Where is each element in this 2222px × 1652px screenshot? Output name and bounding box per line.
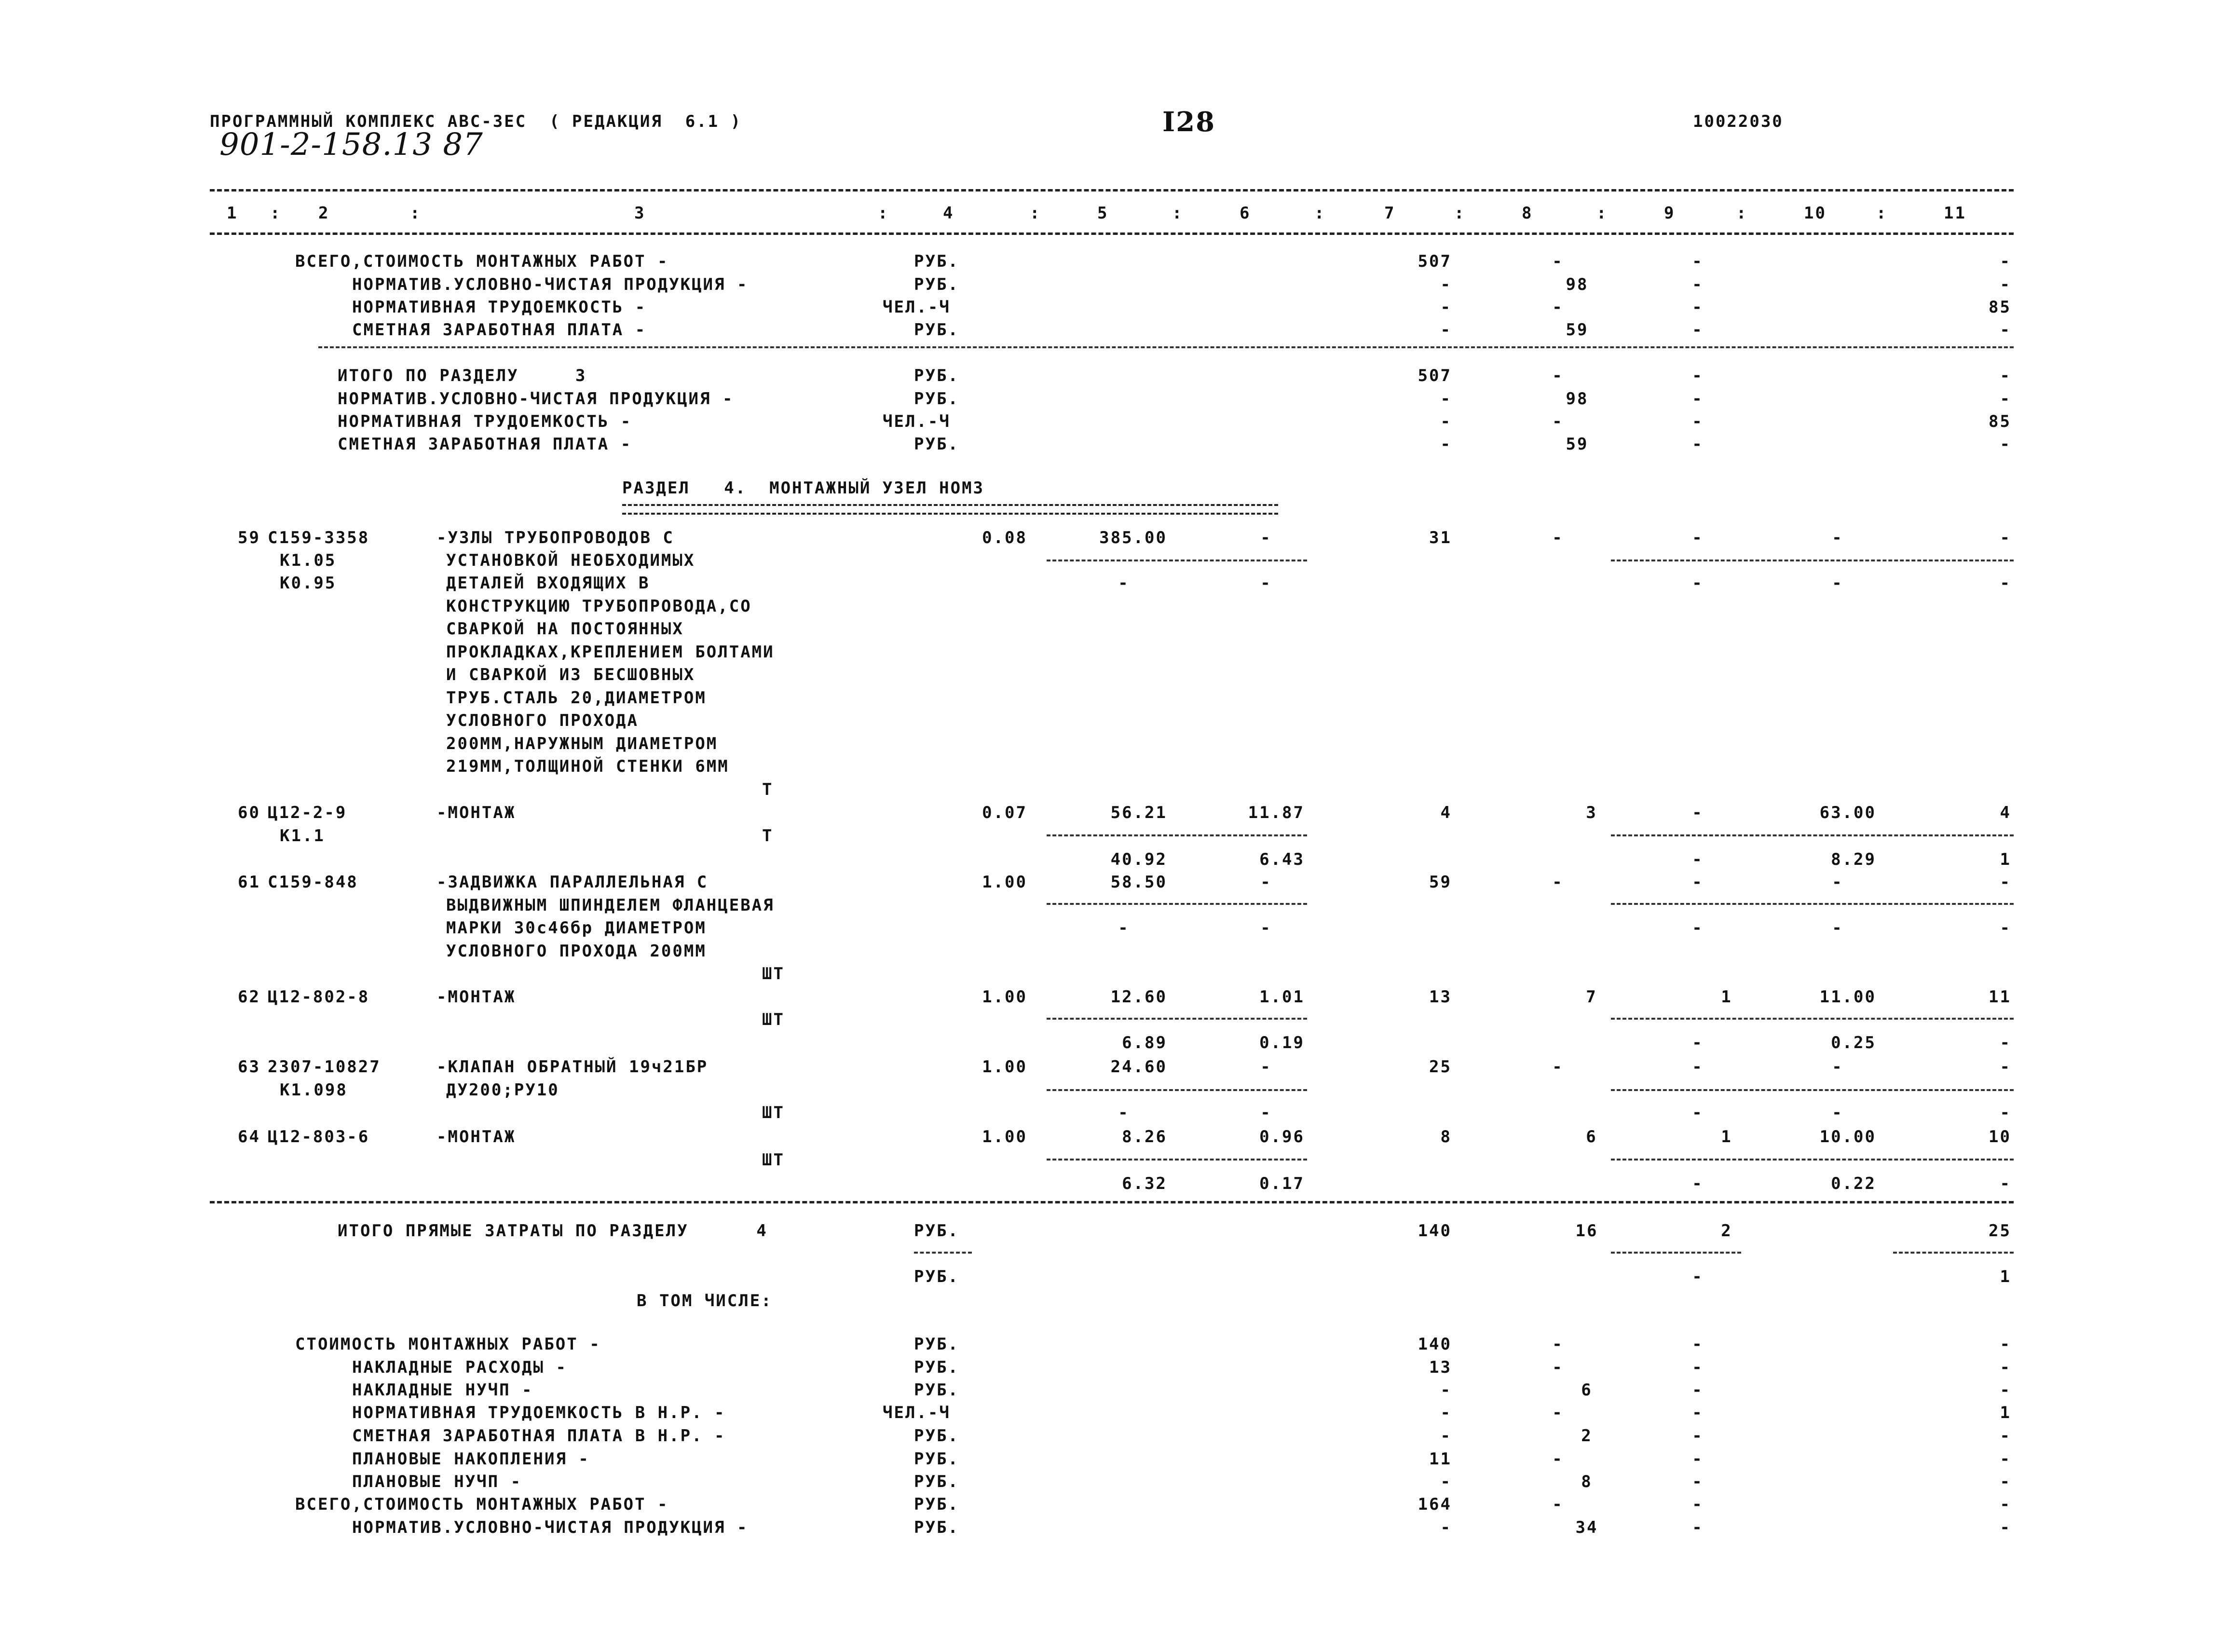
summary-c7: 507 — [1418, 252, 1452, 271]
item-c8: - — [1552, 1057, 1564, 1077]
item-c6: - — [1260, 1057, 1272, 1077]
item-c10-sub: 8.29 — [1831, 850, 1876, 869]
direct-total-unit: РУБ. — [914, 1221, 959, 1241]
column-header: 2 — [318, 204, 330, 223]
item-code: Ц12-802-8 — [268, 987, 370, 1007]
direct-total-label: ИТОГО ПРЯМЫЕ ЗАТРАТЫ ПО РАЗДЕЛУ 4 — [338, 1221, 768, 1241]
item-quantity: 1.00 — [982, 1127, 1027, 1147]
breakdown-c8: - — [1552, 1495, 1564, 1514]
column-header: 11 — [1944, 204, 1966, 223]
total-label: НОРМАТИВ.УСЛОВНО-ЧИСТАЯ ПРОДУКЦИЯ - — [338, 389, 734, 409]
item-c11-sub: - — [2000, 1174, 2011, 1193]
item-number: 60 — [238, 803, 260, 822]
breakdown-label: НОРМАТИВ.УСЛОВНО-ЧИСТАЯ ПРОДУКЦИЯ - — [352, 1518, 749, 1537]
breakdown-c11: - — [2000, 1335, 2011, 1354]
unit-rule — [914, 1252, 972, 1254]
breakdown-label: НАКЛАДНЫЕ НУЧП - — [352, 1380, 533, 1400]
item-c10-sub: - — [1832, 918, 1843, 938]
document-number: 10022030 — [1693, 112, 1784, 131]
breakdown-c8: 2 — [1581, 1426, 1593, 1446]
item-c10-sub: 0.22 — [1831, 1174, 1876, 1193]
breakdown-unit: РУБ. — [914, 1358, 959, 1377]
item-c11-sub: - — [2000, 573, 2011, 593]
breakdown-c7: - — [1440, 1518, 1452, 1537]
total-c7: - — [1440, 435, 1452, 454]
item-description: 200ММ,НАРУЖНЫМ ДИАМЕТРОМ — [446, 734, 718, 753]
item-quantity: 1.00 — [982, 1057, 1027, 1077]
item-description: -КЛАПАН ОБРАТНЫЙ 19ч21БР — [436, 1057, 709, 1077]
item-c9: - — [1692, 528, 1704, 547]
item-c8: 3 — [1586, 803, 1597, 822]
breakdown-label: СТОИМОСТЬ МОНТАЖНЫХ РАБОТ - — [295, 1335, 601, 1354]
item-c10: - — [1832, 1057, 1843, 1077]
breakdown-c7: 13 — [1429, 1358, 1452, 1377]
subrow-rule — [1611, 1252, 1741, 1254]
subrow-rule — [1047, 560, 1307, 561]
item-c5: 56.21 — [1110, 803, 1167, 822]
item-c6: 11.87 — [1248, 803, 1305, 822]
total-c9: - — [1692, 435, 1704, 454]
direct-total-c9-sub: - — [1692, 1267, 1704, 1286]
total-c8: 98 — [1566, 389, 1589, 409]
item-c9-sub: - — [1692, 1033, 1704, 1052]
summary-c8: - — [1552, 298, 1564, 317]
summary-unit: ЧЕЛ.-Ч — [883, 298, 951, 317]
column-separator: : — [878, 204, 889, 223]
total-c11: - — [2000, 389, 2011, 409]
breakdown-c8: - — [1552, 1449, 1564, 1469]
total-c7: - — [1440, 412, 1452, 431]
subrow-rule — [1611, 1089, 2014, 1091]
header-bottom-rule — [210, 232, 2014, 235]
item-c9-sub: - — [1692, 918, 1704, 938]
column-separator: : — [1030, 204, 1041, 223]
item-c11: 4 — [2000, 803, 2011, 822]
summary-c7: - — [1440, 298, 1452, 317]
column-header: 3 — [634, 204, 646, 223]
subrow-rule — [1047, 1018, 1307, 1020]
column-separator: : — [1596, 204, 1608, 223]
breakdown-c8: 6 — [1581, 1380, 1593, 1400]
item-number: 59 — [238, 528, 260, 547]
summary-label: ВСЕГО,СТОИМОСТЬ МОНТАЖНЫХ РАБОТ - — [295, 252, 669, 271]
item-c6-sub: - — [1260, 1103, 1272, 1122]
breakdown-c9: - — [1692, 1426, 1704, 1446]
breakdown-c9: - — [1692, 1380, 1704, 1400]
item-c9-sub: - — [1692, 573, 1704, 593]
item-description: -МОНТАЖ — [436, 987, 516, 1007]
item-c10: - — [1832, 873, 1843, 892]
item-c5: 385.00 — [1099, 528, 1167, 547]
breakdown-c8: - — [1552, 1358, 1564, 1377]
total-unit: РУБ. — [914, 389, 959, 409]
column-header: 1 — [227, 204, 238, 223]
item-description: ДУ200;РУ10 — [446, 1080, 559, 1100]
total-c9: - — [1692, 389, 1704, 409]
item-c11-sub: - — [2000, 1103, 2011, 1122]
breakdown-c7: 11 — [1429, 1449, 1452, 1469]
items-bottom-rule — [210, 1201, 2014, 1203]
breakdown-c11: - — [2000, 1380, 2011, 1400]
item-c5: 24.60 — [1110, 1057, 1167, 1077]
item-description: ПРОКЛАДКАХ,КРЕПЛЕНИЕМ БОЛТАМИ — [446, 642, 775, 662]
breakdown-c9: - — [1692, 1358, 1704, 1377]
summary-c7: - — [1440, 275, 1452, 294]
breakdown-c9: - — [1692, 1472, 1704, 1491]
breakdown-unit: ЧЕЛ.-Ч — [883, 1403, 951, 1422]
direct-total-c7: 140 — [1418, 1221, 1452, 1241]
item-c6-sub: - — [1260, 918, 1272, 938]
section-title: РАЗДЕЛ 4. МОНТАЖНЫЙ УЗЕЛ НОМ3 — [622, 478, 985, 498]
total-c7: - — [1440, 389, 1452, 409]
total-c7: 507 — [1418, 366, 1452, 385]
breakdown-c11: 1 — [2000, 1403, 2011, 1422]
item-code: С159-3358 — [268, 528, 370, 547]
breakdown-unit: РУБ. — [914, 1335, 959, 1354]
item-c11: 10 — [1989, 1127, 2011, 1147]
summary-c8: 98 — [1566, 275, 1589, 294]
total-c11: 85 — [1989, 412, 2011, 431]
direct-total-c9: 2 — [1721, 1221, 1732, 1241]
column-separator: : — [1736, 204, 1748, 223]
item-description: КОНСТРУКЦИЮ ТРУБОПРОВОДА,СО — [446, 597, 752, 616]
total-c11: - — [2000, 366, 2011, 385]
item-quantity: 0.07 — [982, 803, 1027, 822]
column-header: 10 — [1804, 204, 1827, 223]
breakdown-label: ПЛАНОВЫЕ НУЧП - — [352, 1472, 522, 1491]
item-c8: 6 — [1586, 1127, 1597, 1147]
direct-total-c11: 25 — [1989, 1221, 2011, 1241]
item-code: 2307-10827 — [268, 1057, 381, 1077]
breakdown-c11: - — [2000, 1449, 2011, 1469]
item-c11-sub: - — [2000, 918, 2011, 938]
item-c6-sub: - — [1260, 573, 1272, 593]
item-c10: - — [1832, 528, 1843, 547]
direct-total-c8: 16 — [1575, 1221, 1598, 1241]
item-c7: 4 — [1440, 803, 1452, 822]
item-quantity: 0.08 — [982, 528, 1027, 547]
breakdown-c8: 34 — [1575, 1518, 1598, 1537]
direct-total-c11-sub: 1 — [2000, 1267, 2011, 1286]
item-c9-sub: - — [1692, 1174, 1704, 1193]
breakdown-c8: 8 — [1581, 1472, 1593, 1491]
item-description: УСТАНОВКОЙ НЕОБХОДИМЫХ — [446, 551, 695, 570]
breakdown-label: НАКЛАДНЫЕ РАСХОДЫ - — [352, 1358, 567, 1377]
item-c6-sub: 6.43 — [1259, 850, 1305, 869]
item-unit: ШТ — [762, 964, 785, 983]
item-c11: - — [2000, 873, 2011, 892]
item-c9-sub: - — [1692, 1103, 1704, 1122]
column-separator: : — [1876, 204, 1888, 223]
subrow-rule — [1047, 834, 1307, 836]
item-c8: 7 — [1586, 987, 1597, 1007]
breakdown-c11: - — [2000, 1518, 2011, 1537]
item-c10-sub: - — [1832, 573, 1843, 593]
item-description: УСЛОВНОГО ПРОХОДА — [446, 711, 639, 730]
item-c11: - — [2000, 1057, 2011, 1077]
item-c7: 59 — [1429, 873, 1452, 892]
item-c7: 25 — [1429, 1057, 1452, 1077]
item-c6: - — [1260, 873, 1272, 892]
item-description: И СВАРКОЙ ИЗ БЕСШОВНЫХ — [446, 665, 695, 684]
item-c8: - — [1552, 528, 1564, 547]
summary-c11: - — [2000, 320, 2011, 340]
breakdown-c11: - — [2000, 1472, 2011, 1491]
breakdown-label: ПЛАНОВЫЕ НАКОПЛЕНИЯ - — [352, 1449, 590, 1469]
item-c9-sub: - — [1692, 850, 1704, 869]
item-description: СВАРКОЙ НА ПОСТОЯННЫХ — [446, 619, 684, 639]
total-label: НОРМАТИВНАЯ ТРУДОЕМКОСТЬ - — [338, 412, 632, 431]
breakdown-c11: - — [2000, 1495, 2011, 1514]
item-description: -МОНТАЖ — [436, 1127, 516, 1147]
summary-label: НОРМАТИВ.УСЛОВНО-ЧИСТАЯ ПРОДУКЦИЯ - — [352, 275, 749, 294]
total-label: СМЕТНАЯ ЗАРАБОТНАЯ ПЛАТА - — [338, 435, 632, 454]
program-title: ПРОГРАММНЫЙ КОМПЛЕКС АВС-ЗЕС ( РЕДАКЦИЯ 6.1 ) — [210, 112, 742, 131]
breakdown-c9: - — [1692, 1449, 1704, 1469]
column-header: 5 — [1097, 204, 1109, 223]
item-unit: ШТ — [762, 1150, 785, 1170]
item-c11-sub: 1 — [2000, 850, 2011, 869]
item-coefficient: К1.05 — [280, 551, 337, 570]
item-c5-sub: - — [1118, 918, 1130, 938]
item-quantity: 1.00 — [982, 873, 1027, 892]
item-c5-sub: 6.89 — [1122, 1033, 1167, 1052]
item-coefficient: К1.1 — [280, 826, 325, 846]
item-c8: - — [1552, 873, 1564, 892]
total-unit: РУБ. — [914, 435, 959, 454]
summary-unit: РУБ. — [914, 252, 959, 271]
item-c9: - — [1692, 873, 1704, 892]
summary-c9: - — [1692, 320, 1704, 340]
summary-c11: - — [2000, 275, 2011, 294]
column-header: 9 — [1664, 204, 1676, 223]
summary-c7: - — [1440, 320, 1452, 340]
subrow-rule — [1611, 1159, 2014, 1160]
item-c6: - — [1260, 528, 1272, 547]
total-label: ИТОГО ПО РАЗДЕЛУ 3 — [338, 366, 587, 385]
item-c11-sub: - — [2000, 1033, 2011, 1052]
breakdown-unit: РУБ. — [914, 1449, 959, 1469]
column-header: 7 — [1384, 204, 1396, 223]
column-separator: : — [410, 204, 422, 223]
item-code: Ц12-803-6 — [268, 1127, 370, 1147]
breakdown-c11: - — [2000, 1358, 2011, 1377]
header-top-rule — [210, 189, 2014, 191]
item-coefficient: К1.098 — [280, 1080, 348, 1100]
column-header: 8 — [1522, 204, 1533, 223]
item-unit: ШТ — [762, 1010, 785, 1029]
summary-divider — [318, 346, 2014, 348]
subrow-rule — [1047, 1159, 1307, 1160]
page-number: I28 — [1162, 106, 1216, 138]
item-number: 63 — [238, 1057, 260, 1077]
item-coefficient: К0.95 — [280, 573, 337, 593]
item-c10: 63.00 — [1819, 803, 1876, 822]
item-unit: Т — [762, 826, 774, 846]
item-c7: 31 — [1429, 528, 1452, 547]
item-description: ВЫДВИЖНЫМ ШПИНДЕЛЕМ ФЛАНЦЕВАЯ — [446, 896, 775, 915]
section-title-underline — [622, 504, 1278, 515]
breakdown-c9: - — [1692, 1518, 1704, 1537]
item-c9: - — [1692, 803, 1704, 822]
item-number: 62 — [238, 987, 260, 1007]
item-code: С159-848 — [268, 873, 358, 892]
item-c5-sub: - — [1118, 1103, 1130, 1122]
item-c5-sub: 40.92 — [1110, 850, 1167, 869]
summary-label: НОРМАТИВНАЯ ТРУДОЕМКОСТЬ - — [352, 298, 647, 317]
column-separator: : — [1172, 204, 1184, 223]
item-description: -МОНТАЖ — [436, 803, 516, 822]
item-number: 61 — [238, 873, 260, 892]
breakdown-c8: - — [1552, 1403, 1564, 1422]
summary-c8: - — [1552, 252, 1564, 271]
total-c9: - — [1692, 366, 1704, 385]
item-c5: 8.26 — [1122, 1127, 1167, 1147]
item-c6-sub: 0.17 — [1259, 1174, 1305, 1193]
item-description: ТРУБ.СТАЛЬ 20,ДИАМЕТРОМ — [446, 688, 707, 708]
breakdown-c7: - — [1440, 1472, 1452, 1491]
item-description: -УЗЛЫ ТРУБОПРОВОДОВ С — [436, 528, 674, 547]
including-heading: В ТОМ ЧИСЛЕ: — [637, 1291, 773, 1311]
item-unit: ШТ — [762, 1103, 785, 1122]
item-c7: 13 — [1429, 987, 1452, 1007]
item-c6: 1.01 — [1259, 987, 1305, 1007]
item-c10: 10.00 — [1819, 1127, 1876, 1147]
item-c7: 8 — [1440, 1127, 1452, 1147]
item-c5: 12.60 — [1110, 987, 1167, 1007]
direct-total-unit-sub: РУБ. — [914, 1267, 959, 1286]
breakdown-c9: - — [1692, 1403, 1704, 1422]
breakdown-c9: - — [1692, 1495, 1704, 1514]
breakdown-unit: РУБ. — [914, 1495, 959, 1514]
item-description: 219ММ,ТОЛЩИНОЙ СТЕНКИ 6ММ — [446, 757, 729, 776]
breakdown-c7: 140 — [1418, 1335, 1452, 1354]
subrow-rule — [1893, 1252, 2014, 1254]
item-quantity: 1.00 — [982, 987, 1027, 1007]
subrow-rule — [1611, 1018, 2014, 1020]
breakdown-unit: РУБ. — [914, 1426, 959, 1446]
subrow-rule — [1611, 903, 2014, 905]
handwritten-note: 901-2-158.13 87 — [219, 127, 483, 163]
total-unit: РУБ. — [914, 366, 959, 385]
item-description: УСЛОВНОГО ПРОХОДА 200ММ — [446, 942, 707, 961]
column-separator: : — [1314, 204, 1326, 223]
column-header: 6 — [1240, 204, 1251, 223]
breakdown-unit: РУБ. — [914, 1380, 959, 1400]
item-c6: 0.96 — [1259, 1127, 1305, 1147]
item-c10-sub: 0.25 — [1831, 1033, 1876, 1052]
subrow-rule — [1047, 1089, 1307, 1091]
summary-c9: - — [1692, 275, 1704, 294]
item-number: 64 — [238, 1127, 260, 1147]
item-c9: 1 — [1721, 1127, 1732, 1147]
breakdown-unit: РУБ. — [914, 1472, 959, 1491]
breakdown-c7: - — [1440, 1426, 1452, 1446]
breakdown-c8: - — [1552, 1335, 1564, 1354]
total-c8: - — [1552, 366, 1564, 385]
total-c9: - — [1692, 412, 1704, 431]
breakdown-label: НОРМАТИВНАЯ ТРУДОЕМКОСТЬ В Н.Р. - — [352, 1403, 726, 1422]
item-unit: Т — [762, 780, 774, 799]
breakdown-c9: - — [1692, 1335, 1704, 1354]
item-c9: - — [1692, 1057, 1704, 1077]
item-description: МАРКИ 30с46бр ДИАМЕТРОМ — [446, 918, 707, 938]
item-c10: 11.00 — [1819, 987, 1876, 1007]
summary-c9: - — [1692, 252, 1704, 271]
breakdown-label: СМЕТНАЯ ЗАРАБОТНАЯ ПЛАТА В Н.Р. - — [352, 1426, 726, 1446]
item-description: ДЕТАЛЕЙ ВХОДЯЩИХ В — [446, 573, 650, 593]
summary-c11: 85 — [1989, 298, 2011, 317]
item-code: Ц12-2-9 — [268, 803, 347, 822]
summary-unit: РУБ. — [914, 275, 959, 294]
item-c9: 1 — [1721, 987, 1732, 1007]
subrow-rule — [1047, 903, 1307, 905]
column-separator: : — [1454, 204, 1466, 223]
item-c11: 11 — [1989, 987, 2011, 1007]
total-c8: - — [1552, 412, 1564, 431]
item-description: -ЗАДВИЖКА ПАРАЛЛЕЛЬНАЯ С — [436, 873, 709, 892]
column-separator: : — [270, 204, 282, 223]
breakdown-unit: РУБ. — [914, 1518, 959, 1537]
total-c8: 59 — [1566, 435, 1589, 454]
breakdown-label: ВСЕГО,СТОИМОСТЬ МОНТАЖНЫХ РАБОТ - — [295, 1495, 669, 1514]
total-c11: - — [2000, 435, 2011, 454]
subrow-rule — [1611, 560, 2014, 561]
item-c5: 58.50 — [1110, 873, 1167, 892]
summary-c8: 59 — [1566, 320, 1589, 340]
summary-c11: - — [2000, 252, 2011, 271]
column-header: 4 — [943, 204, 954, 223]
item-c5-sub: 6.32 — [1122, 1174, 1167, 1193]
item-c10-sub: - — [1832, 1103, 1843, 1122]
item-c11: - — [2000, 528, 2011, 547]
breakdown-c7: 164 — [1418, 1495, 1452, 1514]
total-unit: ЧЕЛ.-Ч — [883, 412, 951, 431]
summary-unit: РУБ. — [914, 320, 959, 340]
summary-c9: - — [1692, 298, 1704, 317]
breakdown-c7: - — [1440, 1380, 1452, 1400]
breakdown-c7: - — [1440, 1403, 1452, 1422]
breakdown-c11: - — [2000, 1426, 2011, 1446]
item-c5-sub: - — [1118, 573, 1130, 593]
item-c6-sub: 0.19 — [1259, 1033, 1305, 1052]
summary-label: СМЕТНАЯ ЗАРАБОТНАЯ ПЛАТА - — [352, 320, 647, 340]
subrow-rule — [1611, 834, 2014, 836]
